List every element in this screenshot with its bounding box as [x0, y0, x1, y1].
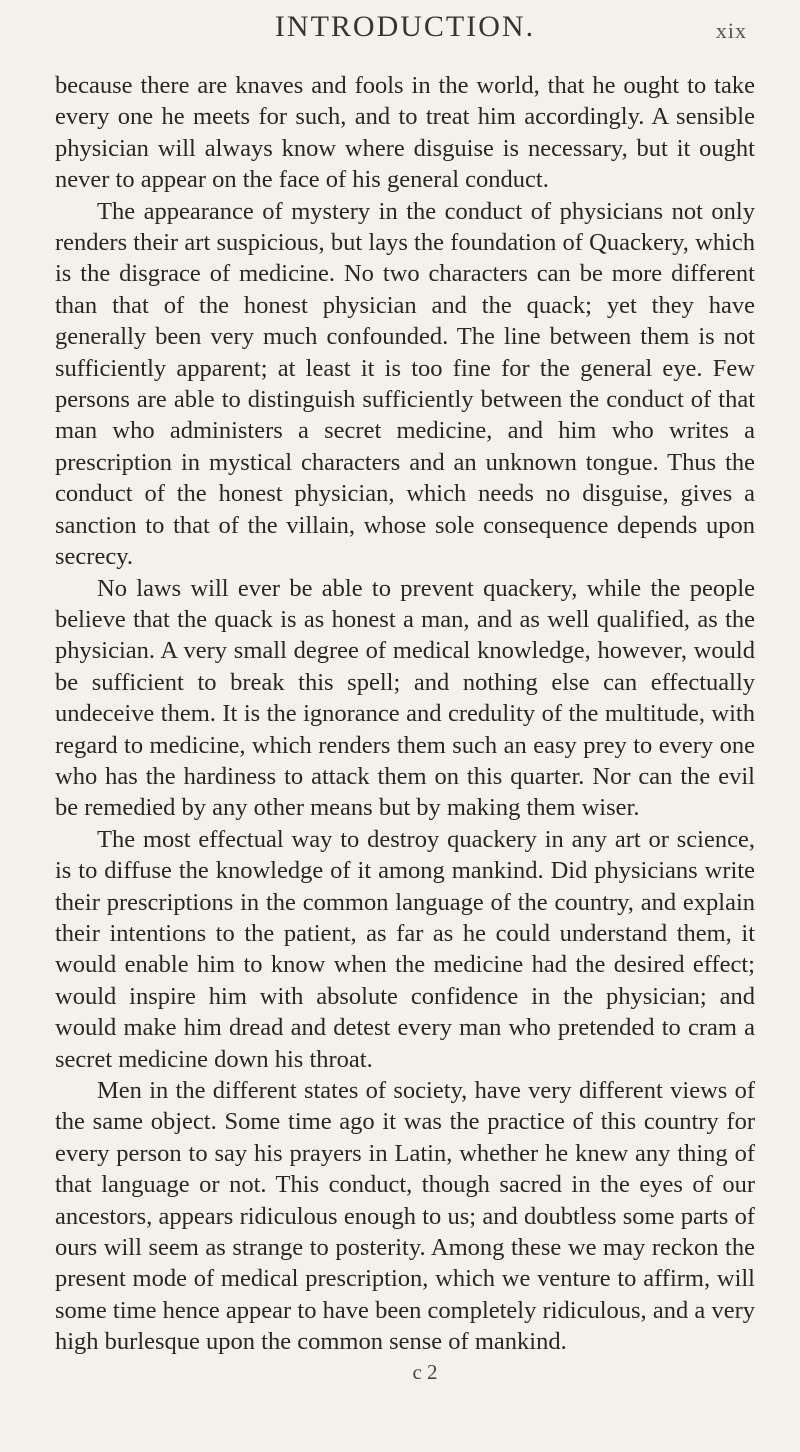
running-head: [55, 0, 755, 70]
running-head-title: INTRODUCTION.: [274, 10, 536, 43]
paragraph-continued: because there are knaves and fools in the world, that he ought to take every one he meets for such, and to treat him accordingly. A sensible physician will always know where disguise is necessary, but it ought never to appear on the face of his general conduct.: [55, 72, 755, 194]
signature-mark: c 2: [412, 1359, 438, 1384]
paragraph-mystery: The appearance of mystery in the conduct of physicians not only renders their art suspicious, but lays the foundation of Quackery, which is the disgrace of medicine. No two characters can be more different than that of the honest physician and the quack; yet they have generally been very much confounded. The line between them is not sufficiently apparent; at least it is too fine for the general eye. Few persons are able to distinguish sufficiently between the conduct of that man who administers a secret medicine, and him who writes a prescription in mystical characters and an unknown tongue. Thus the conduct of the honest physician, which needs no disguise, gives a sanction to that of the villain, whose sole consequence depends upon secrecy.: [55, 197, 755, 571]
paragraph-different-states: Men in the different states of society, have very different views of the same object. Some time ago it was the practice of this country for every person to say his prayers in Latin, whether he knew any thing of that language or not. This conduct, though sacred in the eyes of our ancestors, appears ridiculous enough to us; and doubtless some parts of ours will seem as strange to posterity. Among these we may reckon the present mode of medical prescription, which we venture to affirm, will some time hence appear to have been completely ridiculous, and a very high burlesque upon the common sense of mankind.: [55, 1077, 755, 1356]
paragraph-laws: No laws will ever be able to prevent quackery, while the people believe that the quack is as honest a man, and as well qualified, as the physician. A very small degree of medical knowledge, however, would be sufficient to break this spell; and nothing else can effectually undeceive them. It is the ignorance and credulity of the multitude, with regard to medicine, which renders them such an easy prey to every one who has the hardiness to attack them on this quarter. Nor can the evil be remedied by any other means but by making them wiser.: [55, 574, 755, 822]
paragraph-effectual-way: The most effectual way to destroy quackery in any art or science, is to diffuse the knowledge of it among mankind. Did physicians write their prescriptions in the common language of the country, and explain their intentions to the patient, as far as he could understand them, it would enable him to know when the medicine had the desired effect; would inspire him with absolute confidence in the physician; and would make him dread and detest every man who pretended to cram a secret medicine down his throat.: [55, 825, 755, 1073]
page-number: xix: [715, 18, 747, 43]
body-text: [55, 70, 755, 1358]
